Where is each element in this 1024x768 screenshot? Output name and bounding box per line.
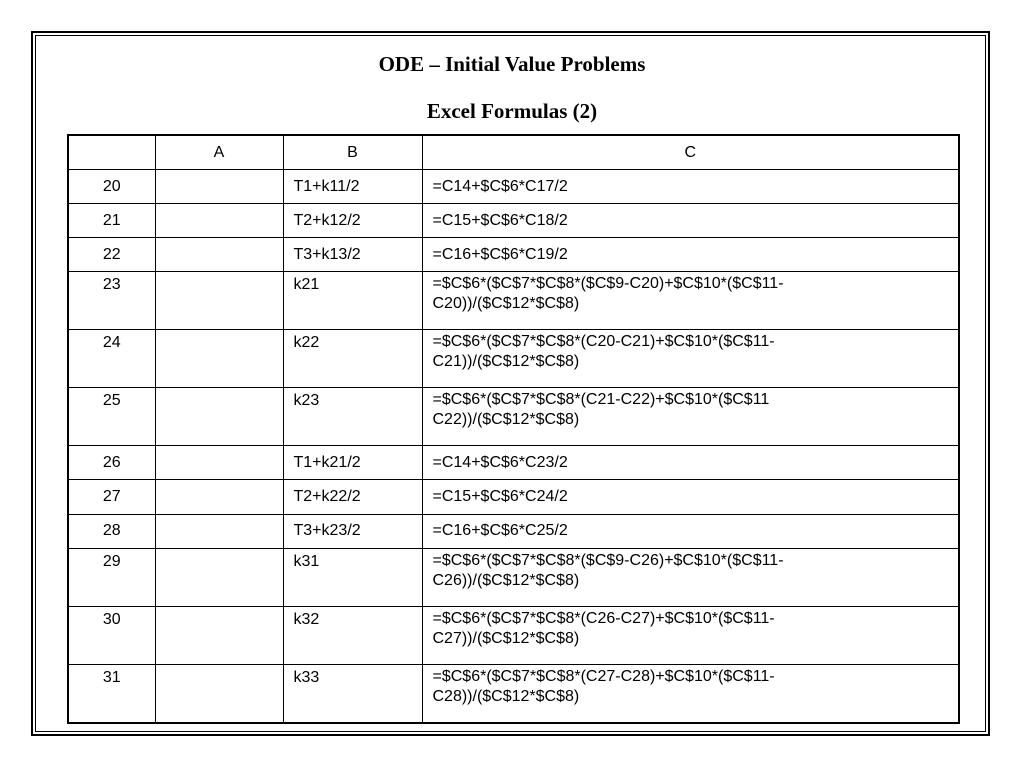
formula-line: =C16+$C$6*C25/2 <box>432 522 568 540</box>
slide-subtitle: Excel Formulas (2) <box>426 99 598 123</box>
header-col-a: A <box>155 135 283 170</box>
cell-a <box>155 514 283 548</box>
row-number: 20 <box>68 170 155 204</box>
cell-c-formula <box>422 204 959 238</box>
table-row <box>68 330 959 388</box>
cell-a <box>155 548 283 606</box>
formula-line: =$C$6*($C$7*$C$8*($C$9-C20)+$C$10*($C$11- <box>432 275 784 293</box>
row-number: 31 <box>68 664 155 723</box>
table-row <box>68 272 959 330</box>
header-row <box>68 135 959 170</box>
table-row <box>68 446 959 480</box>
table-body <box>68 170 959 724</box>
cell-b: T3+k23/2 <box>283 514 422 548</box>
cell-c-formula <box>422 238 959 272</box>
cell-b: T2+k22/2 <box>283 480 422 514</box>
cell-c-formula <box>422 548 959 606</box>
cell-b: T1+k11/2 <box>283 170 422 204</box>
cell-a <box>155 238 283 272</box>
formula-table <box>67 134 960 724</box>
row-number: 25 <box>68 388 155 446</box>
cell-b: k23 <box>283 388 422 446</box>
row-number: 26 <box>68 446 155 480</box>
cell-c-formula <box>422 514 959 548</box>
formula-line: C20))/($C$12*$C$8) <box>432 295 580 313</box>
header-col-c: C <box>422 135 959 170</box>
table-row <box>68 170 959 204</box>
row-number: 27 <box>68 480 155 514</box>
cell-c-formula <box>422 446 959 480</box>
row-number: 23 <box>68 272 155 330</box>
formula-line: =$C$6*($C$7*$C$8*($C$9-C26)+$C$10*($C$11- <box>432 551 784 569</box>
cell-a <box>155 272 283 330</box>
cell-b: T1+k21/2 <box>283 446 422 480</box>
table-row <box>68 606 959 664</box>
formula-line: =$C$6*($C$7*$C$8*(C27-C28)+$C$10*($C$11- <box>432 667 775 685</box>
cell-a <box>155 606 283 664</box>
cell-b: k32 <box>283 606 422 664</box>
header-corner <box>68 135 155 170</box>
formula-line: =$C$6*($C$7*$C$8*(C20-C21)+$C$10*($C$11- <box>432 333 775 351</box>
formula-line: C26))/($C$12*$C$8) <box>432 571 580 589</box>
table-row <box>68 204 959 238</box>
cell-b: k31 <box>283 548 422 606</box>
cell-c-formula <box>422 170 959 204</box>
cell-c-formula <box>422 664 959 723</box>
cell-a <box>155 204 283 238</box>
formula-line: =C15+$C$6*C18/2 <box>432 211 568 229</box>
table-row <box>68 238 959 272</box>
cell-c-formula <box>422 388 959 446</box>
cell-c-formula <box>422 480 959 514</box>
table-row <box>68 514 959 548</box>
formula-line: C28))/($C$12*$C$8) <box>432 687 580 705</box>
table-row <box>68 664 959 723</box>
cell-b: k33 <box>283 664 422 723</box>
cell-b: T3+k13/2 <box>283 238 422 272</box>
cell-b: k21 <box>283 272 422 330</box>
formula-line: =$C$6*($C$7*$C$8*(C21-C22)+$C$10*($C$11 <box>432 391 770 409</box>
formula-line: =C14+$C$6*C23/2 <box>432 453 568 471</box>
table-row <box>68 480 959 514</box>
cell-a <box>155 480 283 514</box>
cell-c-formula <box>422 330 959 388</box>
header-col-b: B <box>283 135 422 170</box>
row-number: 21 <box>68 204 155 238</box>
formula-line: C27))/($C$12*$C$8) <box>432 629 580 647</box>
table-row <box>68 548 959 606</box>
cell-a <box>155 388 283 446</box>
row-number: 29 <box>68 548 155 606</box>
cell-b: T2+k12/2 <box>283 204 422 238</box>
table-row <box>68 388 959 446</box>
row-number: 24 <box>68 330 155 388</box>
formula-line: =C16+$C$6*C19/2 <box>432 245 568 263</box>
formula-line: =C14+$C$6*C17/2 <box>432 177 568 195</box>
formula-line: =C15+$C$6*C24/2 <box>432 487 568 505</box>
row-number: 30 <box>68 606 155 664</box>
row-number: 22 <box>68 238 155 272</box>
cell-c-formula <box>422 272 959 330</box>
cell-a <box>155 330 283 388</box>
formula-line: =$C$6*($C$7*$C$8*(C26-C27)+$C$10*($C$11- <box>432 609 775 627</box>
cell-a <box>155 170 283 204</box>
formula-line: C21))/($C$12*$C$8) <box>432 353 580 371</box>
row-number: 28 <box>68 514 155 548</box>
cell-a <box>155 446 283 480</box>
cell-a <box>155 664 283 723</box>
slide-title: ODE – Initial Value Problems <box>378 52 646 76</box>
cell-b: k22 <box>283 330 422 388</box>
formula-line: C22))/($C$12*$C$8) <box>432 411 580 429</box>
cell-c-formula <box>422 606 959 664</box>
